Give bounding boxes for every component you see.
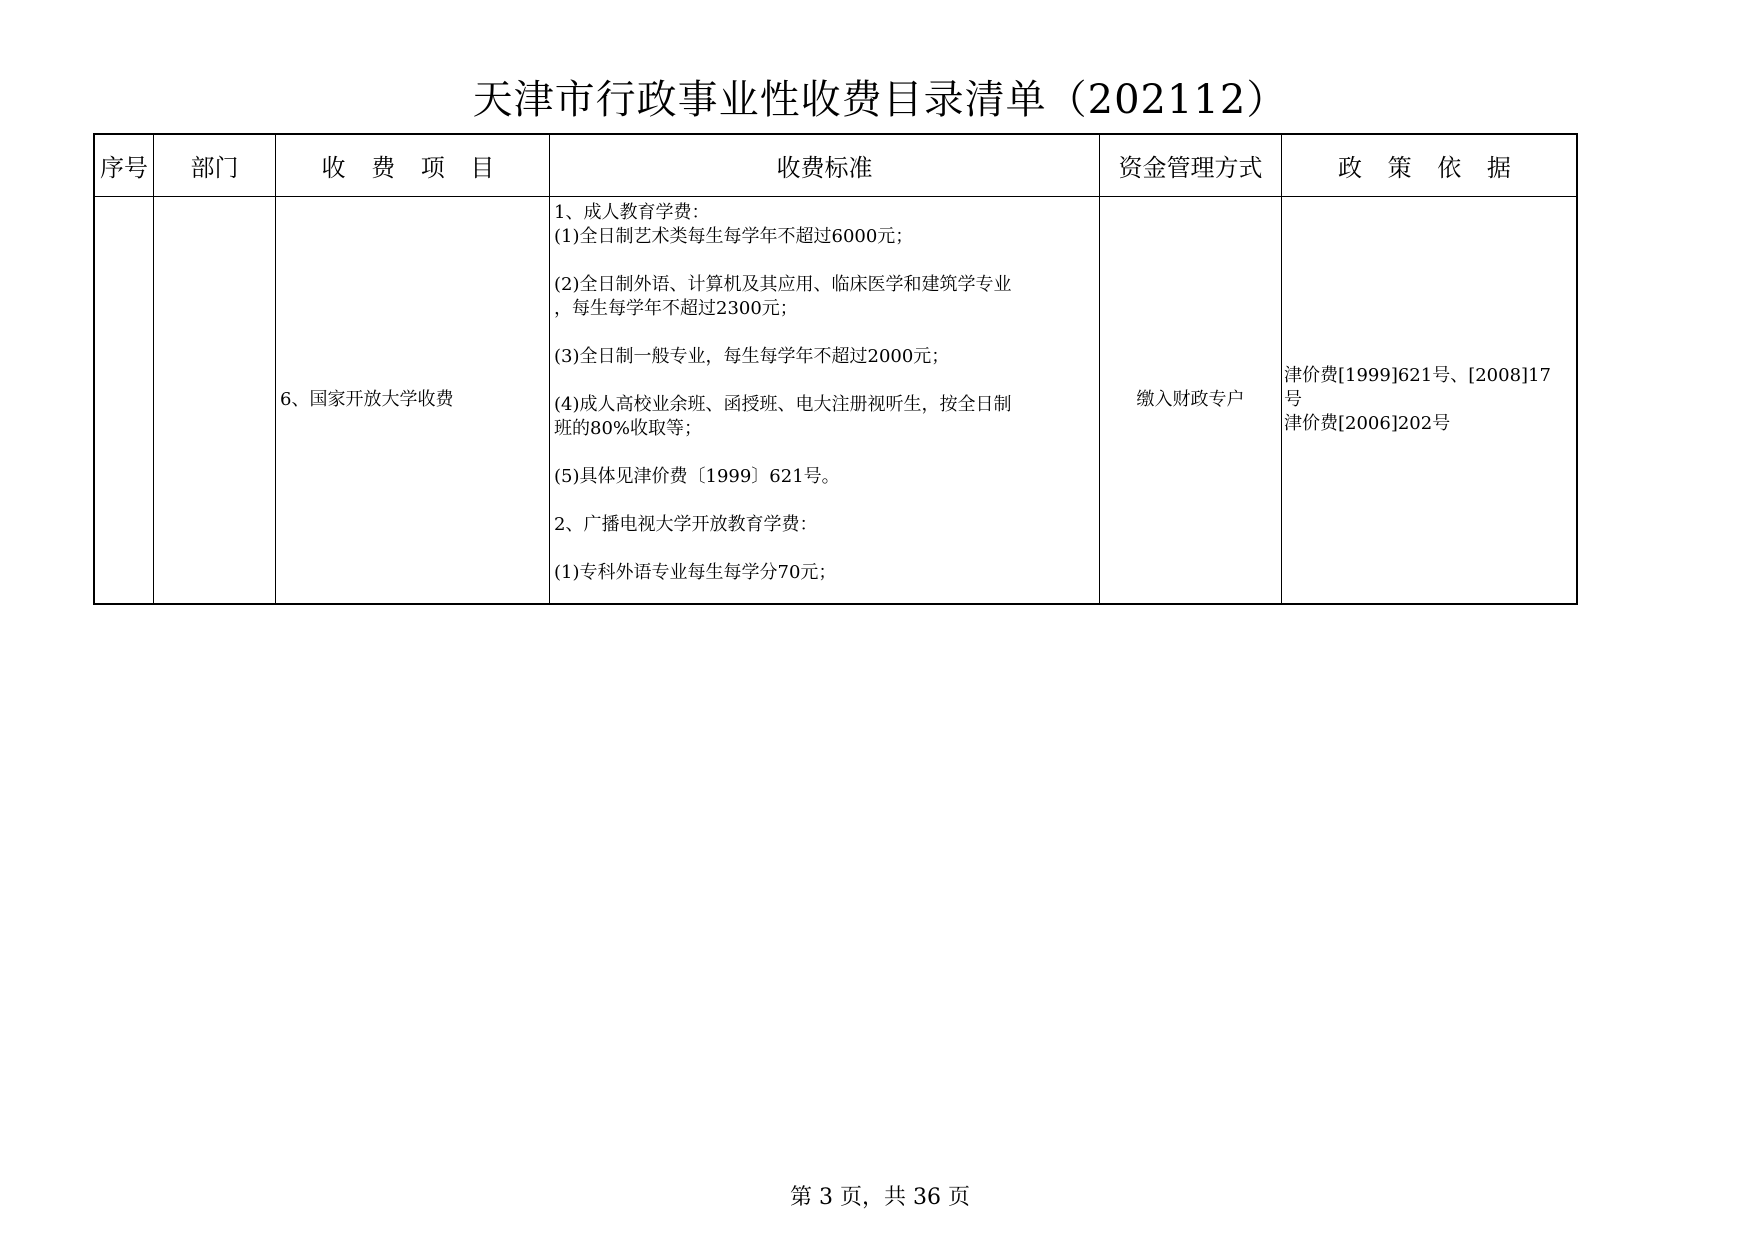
cell-standard <box>550 197 1099 603</box>
policy-text <box>1284 364 1551 436</box>
standard-line: 班的80%收取等； <box>554 418 703 439</box>
cell-policy <box>1284 197 1574 603</box>
header-item: 收 费 项 目 <box>321 154 504 182</box>
cell-seq <box>95 197 153 603</box>
standard-line: 2、广播电视大学开放教育学费： <box>554 514 818 535</box>
standard-line: (2)全日制外语、计算机及其应用、临床医学和建筑学专业 <box>554 274 1012 295</box>
column-divider <box>275 135 276 603</box>
standard-line: (4)成人高校业余班、函授班、电大注册视听生，按全日制 <box>554 394 1012 415</box>
header-seq: 序号 <box>100 154 148 182</box>
fee-table <box>93 133 1578 605</box>
standard-line: (3)全日制一般专业，每生每学年不超过2000元； <box>554 346 950 367</box>
standard-line: (5)具体见津价费〔1999〕621号。 <box>554 466 840 487</box>
page-number: 第 3 页，共 36 页 <box>790 1185 970 1210</box>
header-fund-mgmt: 资金管理方式 <box>1118 154 1263 182</box>
cell-fund-mgmt: 缴入财政专户 <box>1136 389 1245 410</box>
header-standard: 收费标准 <box>776 154 873 182</box>
header-policy: 政 策 依 据 <box>1338 154 1520 182</box>
policy-line: 津价费[2006]202号 <box>1284 413 1451 434</box>
policy-line: 号 <box>1284 389 1302 410</box>
cell-dept <box>154 197 275 603</box>
standard-line: (1)全日制艺术类每生每学年不超过6000元； <box>554 226 914 247</box>
policy-line: 津价费[1999]621号、[2008]17 <box>1284 365 1551 386</box>
column-divider <box>1281 135 1282 603</box>
standard-line: (1)专科外语专业每生每学分70元； <box>554 562 837 583</box>
page-title: 天津市行政事业性收费目录清单（202112） <box>472 77 1288 123</box>
standard-line: 1、成人教育学费： <box>554 202 710 223</box>
header-dept: 部门 <box>190 154 239 182</box>
cell-item: 6、国家开放大学收费 <box>280 389 454 410</box>
standard-line: ，每生每学年不超过2300元； <box>554 298 798 319</box>
